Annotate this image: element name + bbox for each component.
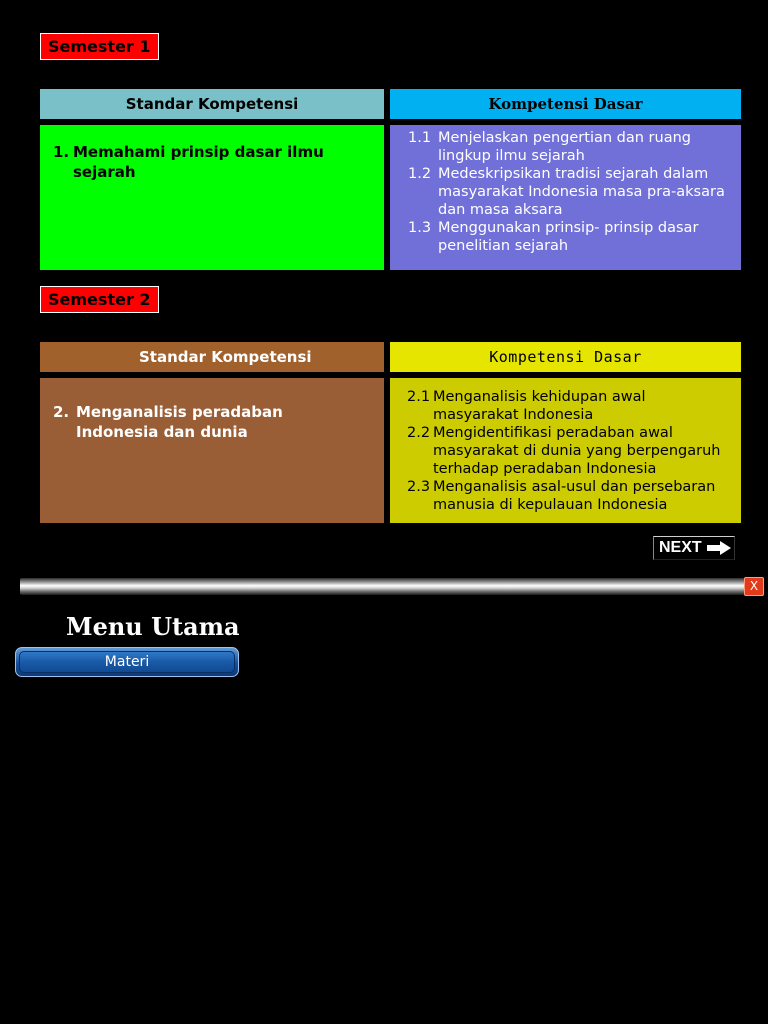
kd-number: 2.3 <box>407 479 431 495</box>
sk-number: 1. <box>53 143 70 161</box>
standar-kompetensi-item <box>53 142 374 182</box>
semester-1-kompetensi-dasar-header: Kompetensi Dasar <box>390 89 741 119</box>
sk-number: 2. <box>53 403 70 421</box>
next-button[interactable] <box>653 536 735 560</box>
semester-2-standar-kompetensi-body <box>40 378 384 523</box>
semester-1-standar-kompetensi-body <box>40 125 384 270</box>
materi-button[interactable] <box>15 647 239 677</box>
menu-title: Menu Utama <box>66 612 240 641</box>
semester-2-kompetensi-dasar-body <box>390 378 741 523</box>
kd-number: 1.1 <box>408 130 432 146</box>
kd-item <box>407 424 735 478</box>
divider-bar <box>20 578 748 595</box>
kompetensi-dasar-list <box>408 129 733 255</box>
kd-text: Menjelaskan pengertian dan ruang lingkup ilmu sejarah <box>438 130 691 164</box>
kd-text: Menganalisis asal-usul dan persebaran manusia di kepulauan Indonesia <box>433 479 716 513</box>
sk-text: Menganalisis peradaban Indonesia dan dunia <box>76 403 283 441</box>
kd-text: Mengidentifikasi peradaban awal masyarakat di dunia yang berpengaruh terhadap peradaban Indonesia <box>433 425 721 477</box>
kd-text: Medeskripsikan tradisi sejarah dalam masyarakat Indonesia masa pra-aksara dan masa aksara <box>438 166 725 218</box>
kd-item <box>407 478 735 514</box>
kompetensi-dasar-list <box>407 388 735 514</box>
sk-text: Memahami prinsip dasar ilmu sejarah <box>73 143 324 181</box>
close-button[interactable] <box>744 577 764 596</box>
kd-item <box>408 219 733 255</box>
close-icon: X <box>749 579 759 593</box>
kd-item <box>407 388 735 424</box>
semester-2-standar-kompetensi-header: Standar Kompetensi <box>40 342 384 372</box>
semester-2-kompetensi-dasar-header: Kompetensi Dasar <box>390 342 741 372</box>
semester-1-label: Semester 1 <box>40 33 159 60</box>
standar-kompetensi-item <box>53 402 374 442</box>
kd-text: Menggunakan prinsip- prinsip dasar penelitian sejarah <box>438 220 699 254</box>
materi-label: Materi <box>19 651 235 673</box>
arrow-right-icon <box>707 541 731 555</box>
kd-number: 2.1 <box>407 389 431 405</box>
semester-1-standar-kompetensi-header: Standar Kompetensi <box>40 89 384 119</box>
semester-1-kompetensi-dasar-body <box>390 125 741 270</box>
next-label: NEXT <box>659 539 702 556</box>
kd-item <box>408 165 733 219</box>
kd-text: Menganalisis kehidupan awal masyarakat Indonesia <box>433 389 646 423</box>
kd-item <box>408 129 733 165</box>
kd-number: 1.2 <box>408 166 432 182</box>
kd-number: 1.3 <box>408 220 432 236</box>
semester-2-label: Semester 2 <box>40 286 159 313</box>
kd-number: 2.2 <box>407 425 431 441</box>
